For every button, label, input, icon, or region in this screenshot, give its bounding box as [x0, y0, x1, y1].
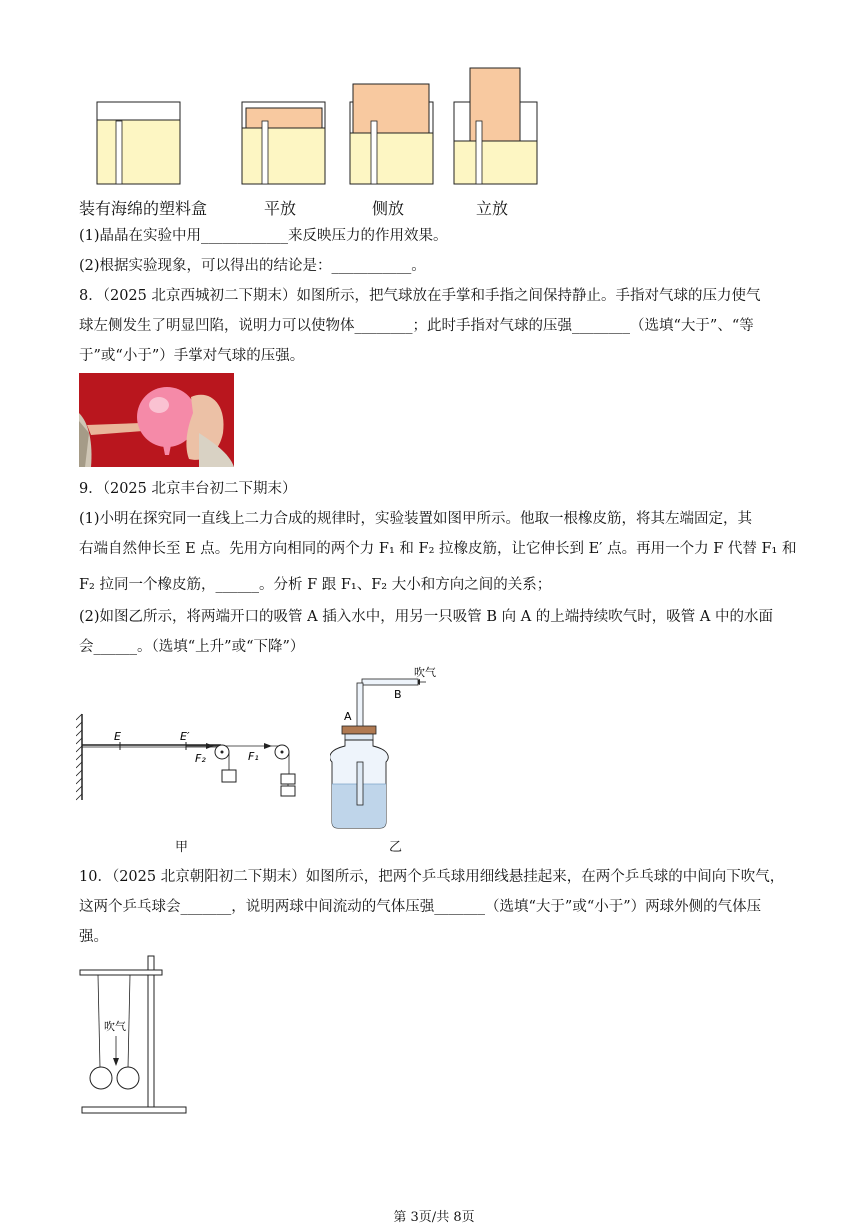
sponge-box-figure: [90, 64, 550, 189]
label-F2: F₂: [195, 752, 206, 765]
q8-line2: 球左侧发生了明显凹陷，说明力可以使物体________；此时手指对气球的压强________（选填“大于”、“等: [79, 318, 754, 334]
caption-sponge-box: 装有海绵的塑料盒: [79, 199, 208, 218]
caption-upright: 立放: [476, 199, 509, 218]
caption-side: 侧放: [372, 199, 405, 218]
label-E: E: [114, 730, 121, 743]
q9-line3: F₂ 拉同一个橡皮筋，______。分析 F 跟 F₁、F₂ 大小和方向之间的关系；: [79, 577, 552, 593]
q7-part2: (2)根据实验现象，可以得出的结论是：___________。: [79, 258, 426, 274]
caption-jia: 甲: [175, 840, 189, 855]
q7-part1: (1)晶晶在实验中用____________来反映压力的作用效果。: [79, 228, 448, 244]
q9-line4: (2)如图乙所示，将两端开口的吸管 A 插入水中，用另一只吸管 B 向 A 的上端持续吹气时，吸管 A 中的水面: [79, 609, 773, 625]
q9-title: 9．（2025 北京丰台初二下期末）: [79, 481, 297, 497]
page-number: 第 3页/共 8页: [393, 1210, 475, 1225]
q10-line3: 强。: [79, 929, 108, 945]
sponge-box-upright: [454, 68, 537, 184]
sponge-box-empty: [97, 102, 180, 184]
label-E-prime: E′: [180, 730, 190, 743]
label-A: A: [344, 710, 352, 723]
caption-flat: 平放: [264, 199, 297, 218]
label-blow: 吹气: [414, 666, 436, 679]
sponge-box-side: [350, 84, 433, 184]
q9-line2: 右端自然伸长至 E 点。先用方向相同的两个力 F₁ 和 F₂ 拉橡皮筋，让它伸长到 E′ 点。再用一个力 F 代替 F₁ 和: [79, 541, 797, 557]
sponge-box-flat: [242, 102, 325, 184]
ping-pong-stand-figure: [78, 950, 190, 1120]
label-B: B: [394, 688, 402, 701]
q9-line5: 会______。（选填“上升”或“下降”）: [79, 639, 305, 655]
q10-line2: 这两个乒乓球会_______，说明两球中间流动的气体压强_______（选填“大于”或“小于”）两球外侧的气体压: [79, 899, 762, 915]
label-blow-down: 吹气: [104, 1020, 126, 1033]
rubber-band-figure: [76, 700, 316, 810]
straw-bottle-figure: [330, 662, 450, 834]
label-F1: F₁: [248, 750, 259, 763]
caption-yi: 乙: [389, 840, 403, 855]
balloon-photo: [79, 373, 234, 467]
q9-line1: (1)小明在探究同一直线上二力合成的规律时，实验装置如图甲所示。他取一根橡皮筋，将其左端固定，其: [79, 511, 753, 527]
q8-line1: 8．（2025 北京西城初二下期末）如图所示，把气球放在手掌和手指之间保持静止。手指对气球的压力使气: [79, 288, 761, 304]
q10-line1: 10．（2025 北京朝阳初二下期末）如图所示，把两个乒乓球用细线悬挂起来，在两个乒乓球的中间向下吹气，: [79, 869, 785, 885]
q8-line3: 于”或“小于”）手掌对气球的压强。: [79, 348, 305, 364]
